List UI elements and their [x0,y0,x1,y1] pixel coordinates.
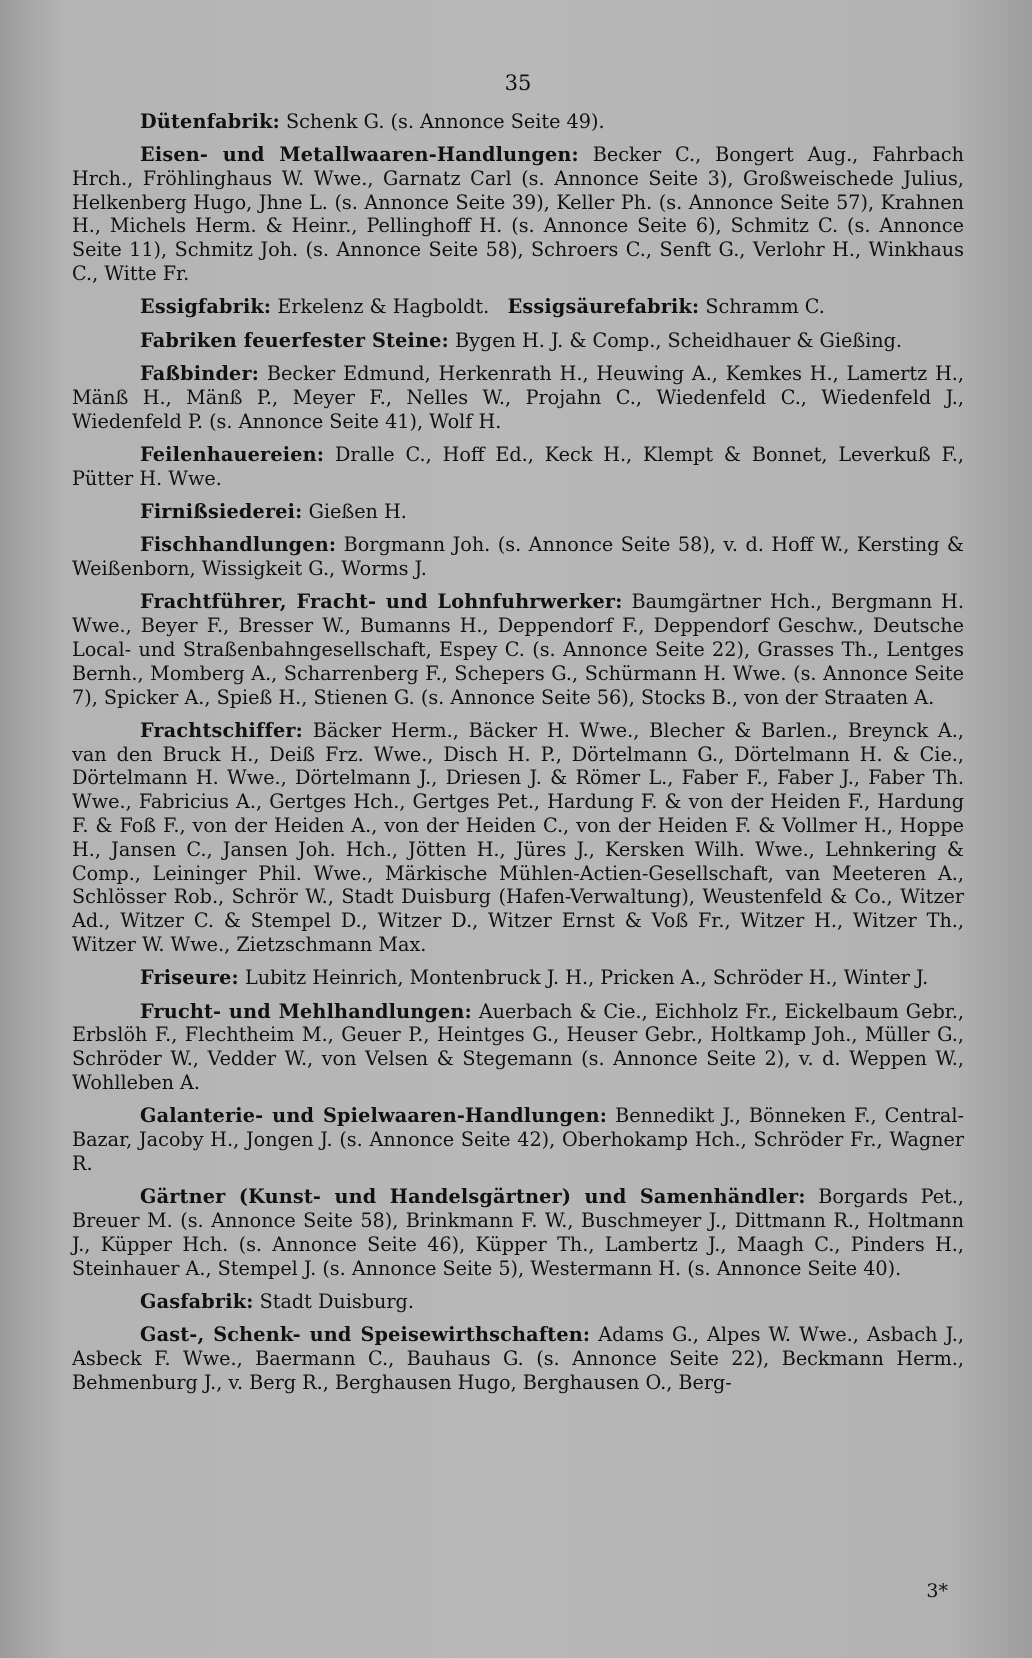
entry-text: Dralle C., Hoff Ed., Keck H., Klempt & Bonnet, Leverkuß F., Pütter H. Wwe. [72,442,964,490]
directory-entry [72,1290,964,1314]
entry-heading: Friseure: [140,966,239,990]
entry-text: Bäcker Herm., Bäcker H. Wwe., Blecher & Barlen., Breynck A., van den Bruck H., Deiß Frz. Wwe., Disch H. P., Dörtelmann G., Dörtelmann H. & Cie., Dörtelmann H. Wwe., Dörtelmann J., Driesen J. & Römer L., Faber F., Faber J., Faber Th. Wwe., Fabricius A., Gertges Hch., Gertges Pet., Hardung F. & von der Heiden F., Hardung F. & Foß F., von der Heiden A., von der Heiden C., von der Heiden F. & Vollmer H., Hoppe H., Jansen C., Jansen Joh. Hch., Jötten H., Jüres J., Kersken Wilh. Wwe., Lehnkering & Comp., Leininger Phil. Wwe., Märkische Mühlen-Actien-Gesellschaft, van Meeteren A., Schlösser Rob., Schrör W., Stadt Duisburg (Hafen-Verwaltung), Weustenfeld & Co., Witzer Ad., Witzer C. & Stempel D., Witzer D., Witzer Ernst & Voß Fr., Witzer H., Witzer Th., Witzer W. Wwe., Zietzschmann Max. [72,718,964,956]
entry-text: Baumgärtner Hch., Bergmann H. Wwe., Beyer F., Bresser W., Bumanns H., Deppendorf F., Deppendorf Geschw., Deutsche Local- und Straßenbahngesellschaft, Espey C. (s. Annonce Seite 22), Grasses Th., Lentges Bernh., Momberg A., Scharrenberg F., Schepers G., Schürmann H. Wwe. (s. Annonce Seite 7), Spicker A., Spieß H., Stienen G. (s. Annonce Seite 56), Stocks B., von der Straaten A. [72,590,964,709]
entry-heading: Fischhandlungen: [140,533,337,557]
signature-mark: 3* [926,1580,948,1602]
directory-entry [72,110,964,134]
entry-heading: Gasfabrik: [140,1289,254,1313]
entry-heading: Galanterie- und Spielwaaren-Handlungen: [140,1104,608,1128]
entry-text: Adams G., Alpes W. Wwe., Asbach J., Asbeck F. Wwe., Baermann C., Bauhaus G. (s. Annonce Seite 22), Beckmann Herm., Behmenburg J., v. Berg R., Berghausen Hugo, Berghausen O., Berg- [72,1323,964,1394]
entry-heading: Feilenhauereien: [140,442,325,466]
entry-heading: Essigfabrik: [140,295,272,319]
directory-entry [72,1000,964,1095]
page-number: 35 [504,71,532,95]
directory-entry [72,966,964,990]
entry-heading: Frachtführer, Fracht- und Lohnfuhrwerker: [140,590,623,614]
entry-heading: Dütenfabrik: [140,109,280,133]
entry-heading: Frachtschiffer: [140,718,303,742]
entry-text: Gießen H. [308,499,407,523]
entry-heading: Gast-, Schenk- und Speisewirthschaften: [140,1323,591,1347]
directory-entry [72,719,964,957]
directory-entry [72,295,964,319]
directory-entry [72,443,964,491]
entry-text: Lubitz Heinrich, Montenbruck J. H., Pricken A., Schröder H., Winter J. [244,966,929,990]
entry-text: Becker C., Bongert Aug., Fahrbach Hrch., Fröhlinghaus W. Wwe., Garnatz Carl (s. Annonce Seite 3), Großweischede Julius, Helkenberg Hugo, Jhne L. (s. Annonce Seite 39), Keller Ph. (s. Annonce Seite 57), Krahnen H., Michels Herm. & Heinr., Pellinghoff H. (s. Annonce Seite 6), Schmitz C. (s. Annonce Seite 11), Schmitz Joh. (s. Annonce Seite 58), Schroers C., Senft G., Verlohr H., Winkhaus C., Witte Fr. [72,143,964,286]
directory-entry [72,1185,964,1280]
directory-entry [72,1104,964,1175]
entry-text: Becker Edmund, Herkenrath H., Heuwing A., Kemkes H., Lamertz H., Mänß H., Mänß P., Meyer F., Nelles W., Projahn C., Wiedenfeld C., Wiedenfeld J., Wiedenfeld P. (s. Annonce Seite 41), Wolf H. [72,361,964,433]
entry-heading: Firnißsiederei: [140,499,303,523]
entry-text: Auerbach & Cie., Eichholz Fr., Eickelbaum Gebr., Erbslöh F., Flechtheim M., Geuer P., Heintges G., Heuser Gebr., Holtkamp Joh., Müller G., Schröder W., Vedder W., von Velsen & Stegemann (s. Annonce Seite 2), v. d. Weppen W., Wohlleben A. [72,999,964,1094]
entry-heading: Gärtner (Kunst- und Handelsgärtner) und Samenhändler: [140,1185,806,1209]
directory-entry [72,533,964,581]
directory-entry [72,1323,964,1394]
entry-text: Stadt Duisburg. [259,1289,414,1313]
entry-text-second: Schramm C. [705,295,825,319]
entry-heading: Frucht- und Mehlhandlungen: [140,999,472,1023]
entry-heading: Faßbinder: [140,361,260,385]
entry-text: Bennedikt J., Bönneken F., Central-Bazar, Jacoby H., Jongen J. (s. Annonce Seite 42), Oberhokamp Hch., Schröder Fr., Wagner R. [72,1104,964,1175]
entry-heading: Fabriken feuerfester Steine: [140,328,449,352]
directory-entry [72,590,964,709]
entry-text: Schenk G. (s. Annonce Seite 49). [286,109,605,133]
directory-entry [72,143,964,286]
entry-text: Borgards Pet., Breuer M. (s. Annonce Seite 58), Brinkmann F. W., Buschmeyer J., Dittmann R., Holtmann J., Küpper Hch. (s. Annonce Seite 46), Küpper Th., Lambertz J., Maagh C., Pinders H., Steinhauer A., Stempel J. (s. Annonce Seite 5), Westermann H. (s. Annonce Seite 40). [72,1185,964,1280]
directory-entry [72,329,964,353]
directory-entry [72,362,964,433]
directory-entry [72,500,964,524]
page-content [72,72,964,1404]
entry-text: Borgmann Joh. (s. Annonce Seite 58), v. d. Hoff W., Kersting & Weißenborn, Wissigkeit G., Worms J. [72,533,964,581]
entry-heading: Eisen- und Metallwaaren-Handlungen: [140,143,579,167]
entry-text: Erkelenz & Hagboldt. [277,295,490,319]
entry-text: Bygen H. J. & Comp., Scheidhauer & Gießing. [454,328,903,352]
entry-heading-second: Essigsäurefabrik: [507,295,700,319]
